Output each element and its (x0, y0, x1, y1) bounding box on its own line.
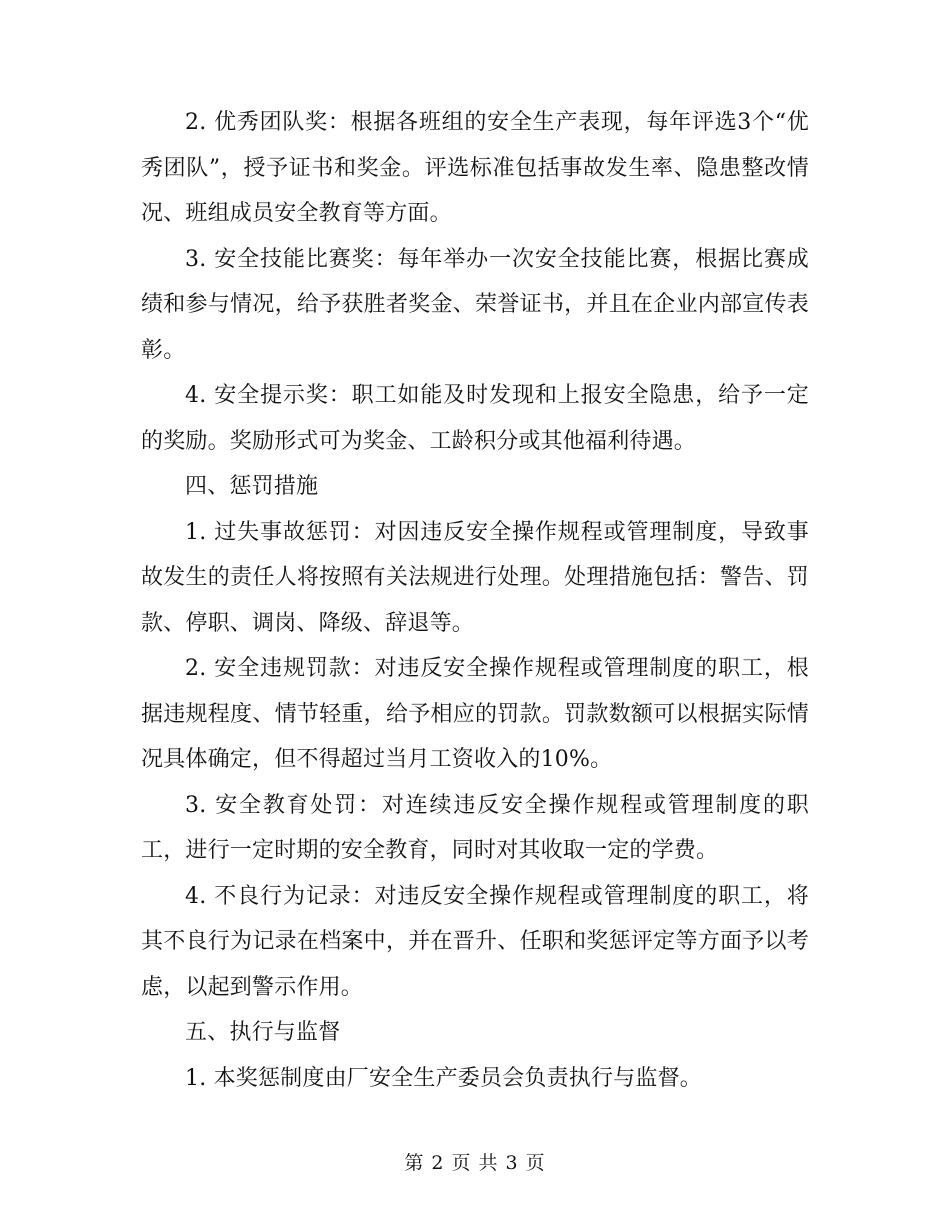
paragraph-education-penalty: 3. 安全教育处罚：对连续违反安全操作规程或管理制度的职工，进行一定时期的安全教育，同时对其收取一定的学费。 (141, 792, 809, 863)
paragraph-violation-fine: 2. 安全违规罚款：对违反安全操作规程或管理制度的职工，根据违规程度、情节轻重，给予相应的罚款。罚款数额可以根据实际情况具体确定，但不得超过当月工资收入的10%。 (141, 656, 809, 772)
paragraph-skill-contest-award: 3. 安全技能比赛奖：每年举办一次安全技能比赛，根据比赛成绩和参与情况，给予获胜者奖金、荣誉证书，并且在企业内部宣传表彰。 (141, 246, 809, 363)
paragraph-safety-tip-award: 4. 安全提示奖：职工如能及时发现和上报安全隐患，给予一定的奖励。奖励形式可为奖金、工龄积分或其他福利待遇。 (141, 383, 809, 454)
paragraph-misconduct-record: 4. 不良行为记录：对违反安全操作规程或管理制度的职工，将其不良行为记录在档案中，并在晋升、任职和奖惩评定等方面予以考虑，以起到警示作用。 (141, 883, 809, 1000)
paragraph-execution-responsibility: 1. 本奖惩制度由厂安全生产委员会负责执行与监督。 (185, 1065, 702, 1091)
section-heading-execution-supervision: 五、执行与监督 (185, 1020, 341, 1045)
section-heading-penalties: 四、惩罚措施 (185, 474, 319, 499)
paragraph-accident-penalty: 1. 过失事故惩罚：对因违反安全操作规程或管理制度，导致事故发生的责任人将按照有关法规进行处理。处理措施包括：警告、罚款、停职、调岗、降级、辞退等。 (141, 519, 809, 636)
paragraph-team-award: 2. 优秀团队奖：根据各班组的安全生产表现，每年评选3个“优秀团队”，授予证书和奖金。评选标准包括事故发生率、隐患整改情况、班组成员安全教育等方面。 (141, 110, 809, 226)
document-body (141, 100, 809, 1101)
page-footer-number: 第 2 页 共 3 页 (404, 1152, 546, 1174)
